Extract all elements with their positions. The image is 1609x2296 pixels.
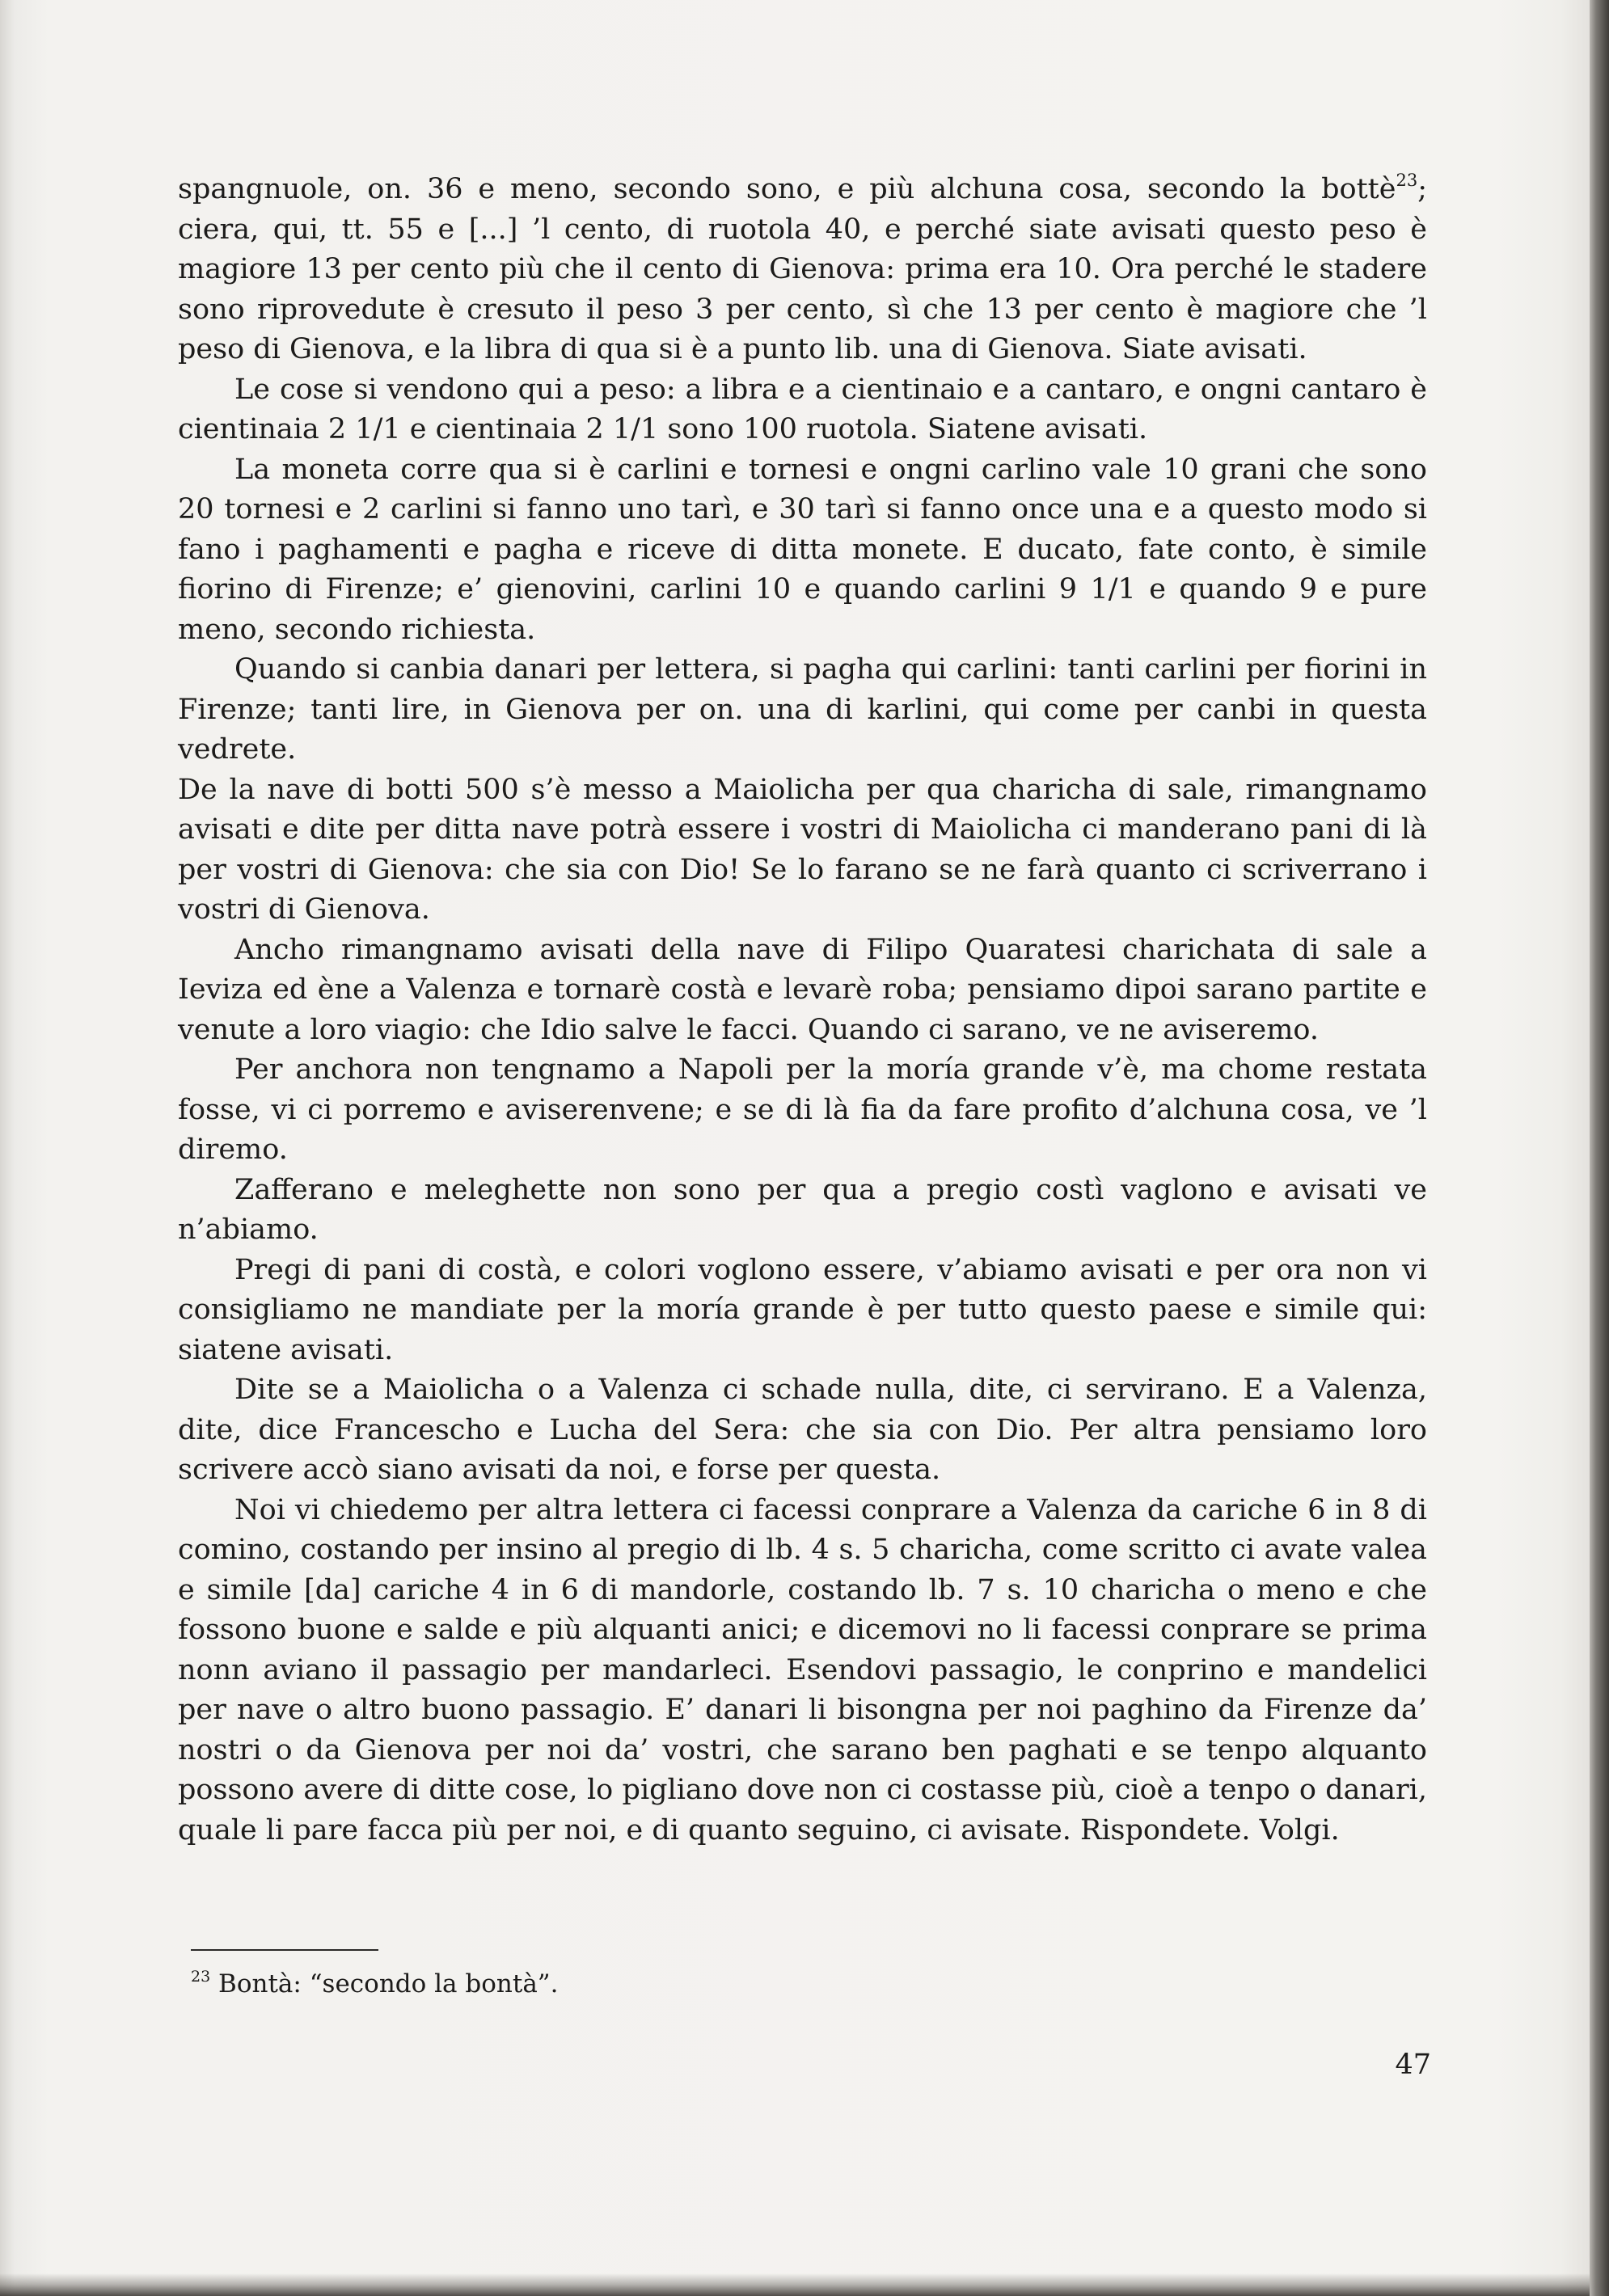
body-text [178, 170, 1427, 1851]
page-bottom-shadow [0, 2273, 1590, 2296]
page-number: 47 [1395, 2049, 1431, 2081]
paragraph: Quando si canbia danari per lettera, si pagha qui carlini: tanti carlini per fiorini in Firenze; tanti lire, in Gienova per on. una di karlini, qui come per canbi in questa vedrete. [178, 653, 1427, 766]
paragraph: Ancho rimangnamo avisati della nave di Filipo Quaratesi charichata di sale a Ieviza ed ène a Valenza e tornarè costà e levarè roba; pensiamo dipoi sarano partite e venute a loro viagio: che Idio salve le facci. Quando ci sarano, ve ne aviseremo. [178, 933, 1427, 1046]
book-edge [1590, 0, 1609, 2296]
paragraph: Dite se a Maiolicha o a Valenza ci schade nulla, dite, ci servirano. E a Valenza, dite, dice Francescho e Lucha del Sera: che sia con Dio. Per altra pensiamo loro scrivere accò siano avisati da noi, e forse per questa. [178, 1374, 1427, 1486]
paragraph: Zafferano e meleghette non sono per qua a pregio costì vaglono e avisati ve n’abiamo. [178, 1173, 1427, 1246]
footnote-ref: 23 [1396, 171, 1418, 190]
paragraph: Pregi di pani di costà, e colori voglono essere, v’abiamo avisati e per ora non vi consigliamo ne mandiate per la moría grande è per tutto questo paese e simile qui: siatene avisati. [178, 1253, 1427, 1366]
paragraph: De la nave di botti 500 s’è messo a Maiolicha per qua charicha di sale, rimangnamo avisati e dite per ditta nave potrà essere i vostri di Maiolicha ci manderano pani di là per vostri di Gienova: che sia con Dio! Se lo farano se ne farà quanto ci scriverrano i vostri di Gienova. [178, 773, 1427, 926]
paragraph: Le cose si vendono qui a peso: a libra e a cientinaio e a cantaro, e ongni cantaro è cientinaia 2 1/1 e cientinaia 2 1/1 sono 100 ruotola. Siatene avisati. [178, 373, 1427, 445]
paragraph: spangnuole, on. 36 e meno, secondo sono, e più alchuna cosa, secondo la bottè$^{23}$; ciera, qui, tt. 55 e [...] ’l cento, di ruotola 40, e perché siate avisati questo peso è magiore 13 per cento più che il cento di Gienova: prima era 10. Ora perché le stadere sono riprovedute è cresuto il peso 3 per cento, sì che 13 per cento è magiore che ’l peso di Gienova, e la libra di qua si è a punto lib. una di Gienova. Siate avisati. [178, 171, 1427, 365]
paragraph: Per anchora non tengnamo a Napoli per la moría grande v’è, ma chome restata fosse, vi ci porremo e aviserenvene; e se di là fia da fare profito d’alchuna cosa, ve ’l diremo. [178, 1053, 1427, 1166]
paragraph: Noi vi chiedemo per altra lettera ci facessi conprare a Valenza da cariche 6 in 8 di comino, costando per insino al pregio di lb. 4 s. 5 charicha, come scritto ci avate valea e simile [da] cariche 4 in 6 di mandorle, costando lb. 7 s. 10 charicha o meno e che fossono buone e salde e più alquanti anici; e dicemovi no li facessi conprare se prima nonn aviano il passagio per mandarleci. Esendovi passagio, le conprino e mandelici per nave o altro buono passagio. E’ danari li bisongna per noi paghino da Firenze da’ nostri o da Gienova per noi da’ vostri, che sarano ben paghati e se tenpo alquanto possono avere di ditte cose, lo pigliano dove non ci costasse più, cioè a tenpo o danari, quale li pare facca più per noi, e di quanto seguino, ci avisate. Rispondete. Volgi. [178, 1493, 1427, 1847]
footnote-text: Bontà: “secondo la bontà”. [210, 1969, 559, 1998]
footnote-divider [191, 1949, 378, 1951]
footnote-number: 23 [191, 1968, 211, 1986]
paragraph: La moneta corre qua si è carlini e tornesi e ongni carlino vale 10 grani che sono 20 tornesi e 2 carlini si fanno uno tarì, e 30 tarì si fanno once una e a questo modo si fano i paghamenti e pagha e riceve di ditta monete. E ducato, fate conto, è simile fiorino di Firenze; e’ gienovini, carlini 10 e quando carlini 9 1/1 e quando 9 e pure meno, secondo richiesta. [178, 453, 1427, 646]
footnote [191, 1966, 1323, 2002]
